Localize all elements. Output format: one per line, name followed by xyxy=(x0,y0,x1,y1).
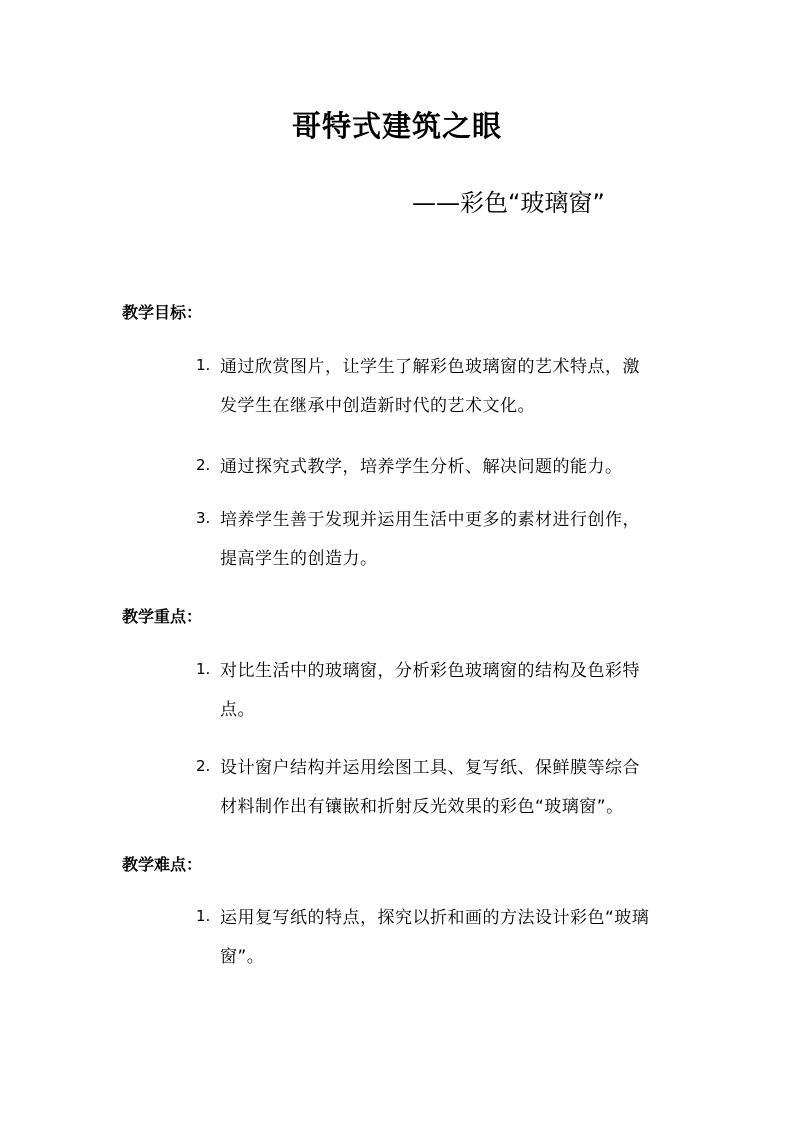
list-item-text xyxy=(220,348,680,426)
list-item-text xyxy=(220,652,680,730)
list-item-number: 3. xyxy=(196,509,211,527)
list-item-number: 1. xyxy=(196,356,211,374)
list-item-line: 通过欣赏图片，让学生了解彩色玻璃窗的艺术特点，激 xyxy=(220,357,640,377)
list-item-line: 对比生活中的玻璃窗，分析彩色玻璃窗的结构及色彩特 xyxy=(220,661,640,681)
list-item-text xyxy=(220,448,680,487)
list-item-text xyxy=(220,501,680,579)
list-item-line: 窗”。 xyxy=(220,947,265,967)
section-heading-difficulties: 教学难点： xyxy=(122,855,203,874)
page-title: 哥特式建筑之眼 xyxy=(291,109,502,143)
section-heading-key-points: 教学重点： xyxy=(122,607,203,626)
section-heading-objectives: 教学目标： xyxy=(122,303,203,322)
list-item-line: 通过探究式教学，培养学生分析、解决问题的能力。 xyxy=(220,457,623,477)
list-item-number: 1. xyxy=(196,660,211,678)
list-item-line: 运用复写纸的特点，探究以折和画的方法设计彩色“玻璃 xyxy=(220,908,650,928)
list-item-text xyxy=(220,749,680,827)
list-item-number: 2. xyxy=(196,757,211,775)
list-item-line: 发学生在继承中创造新时代的艺术文化。 xyxy=(220,396,535,416)
list-item-text xyxy=(220,899,680,977)
list-item-line: 培养学生善于发现并运用生活中更多的素材进行创作， xyxy=(220,510,640,530)
list-item-line: 材料制作出有镶嵌和折射反光效果的彩色“玻璃窗”。 xyxy=(220,797,624,817)
list-item-number: 2. xyxy=(196,456,211,474)
page-subtitle: ——彩色“玻璃窗” xyxy=(412,189,605,217)
list-item-line: 设计窗户结构并运用绘图工具、复写纸、保鲜膜等综合 xyxy=(220,758,640,778)
list-item-line: 提高学生的创造力。 xyxy=(220,549,378,569)
list-item-line: 点。 xyxy=(220,700,255,720)
list-item-number: 1. xyxy=(196,907,211,925)
